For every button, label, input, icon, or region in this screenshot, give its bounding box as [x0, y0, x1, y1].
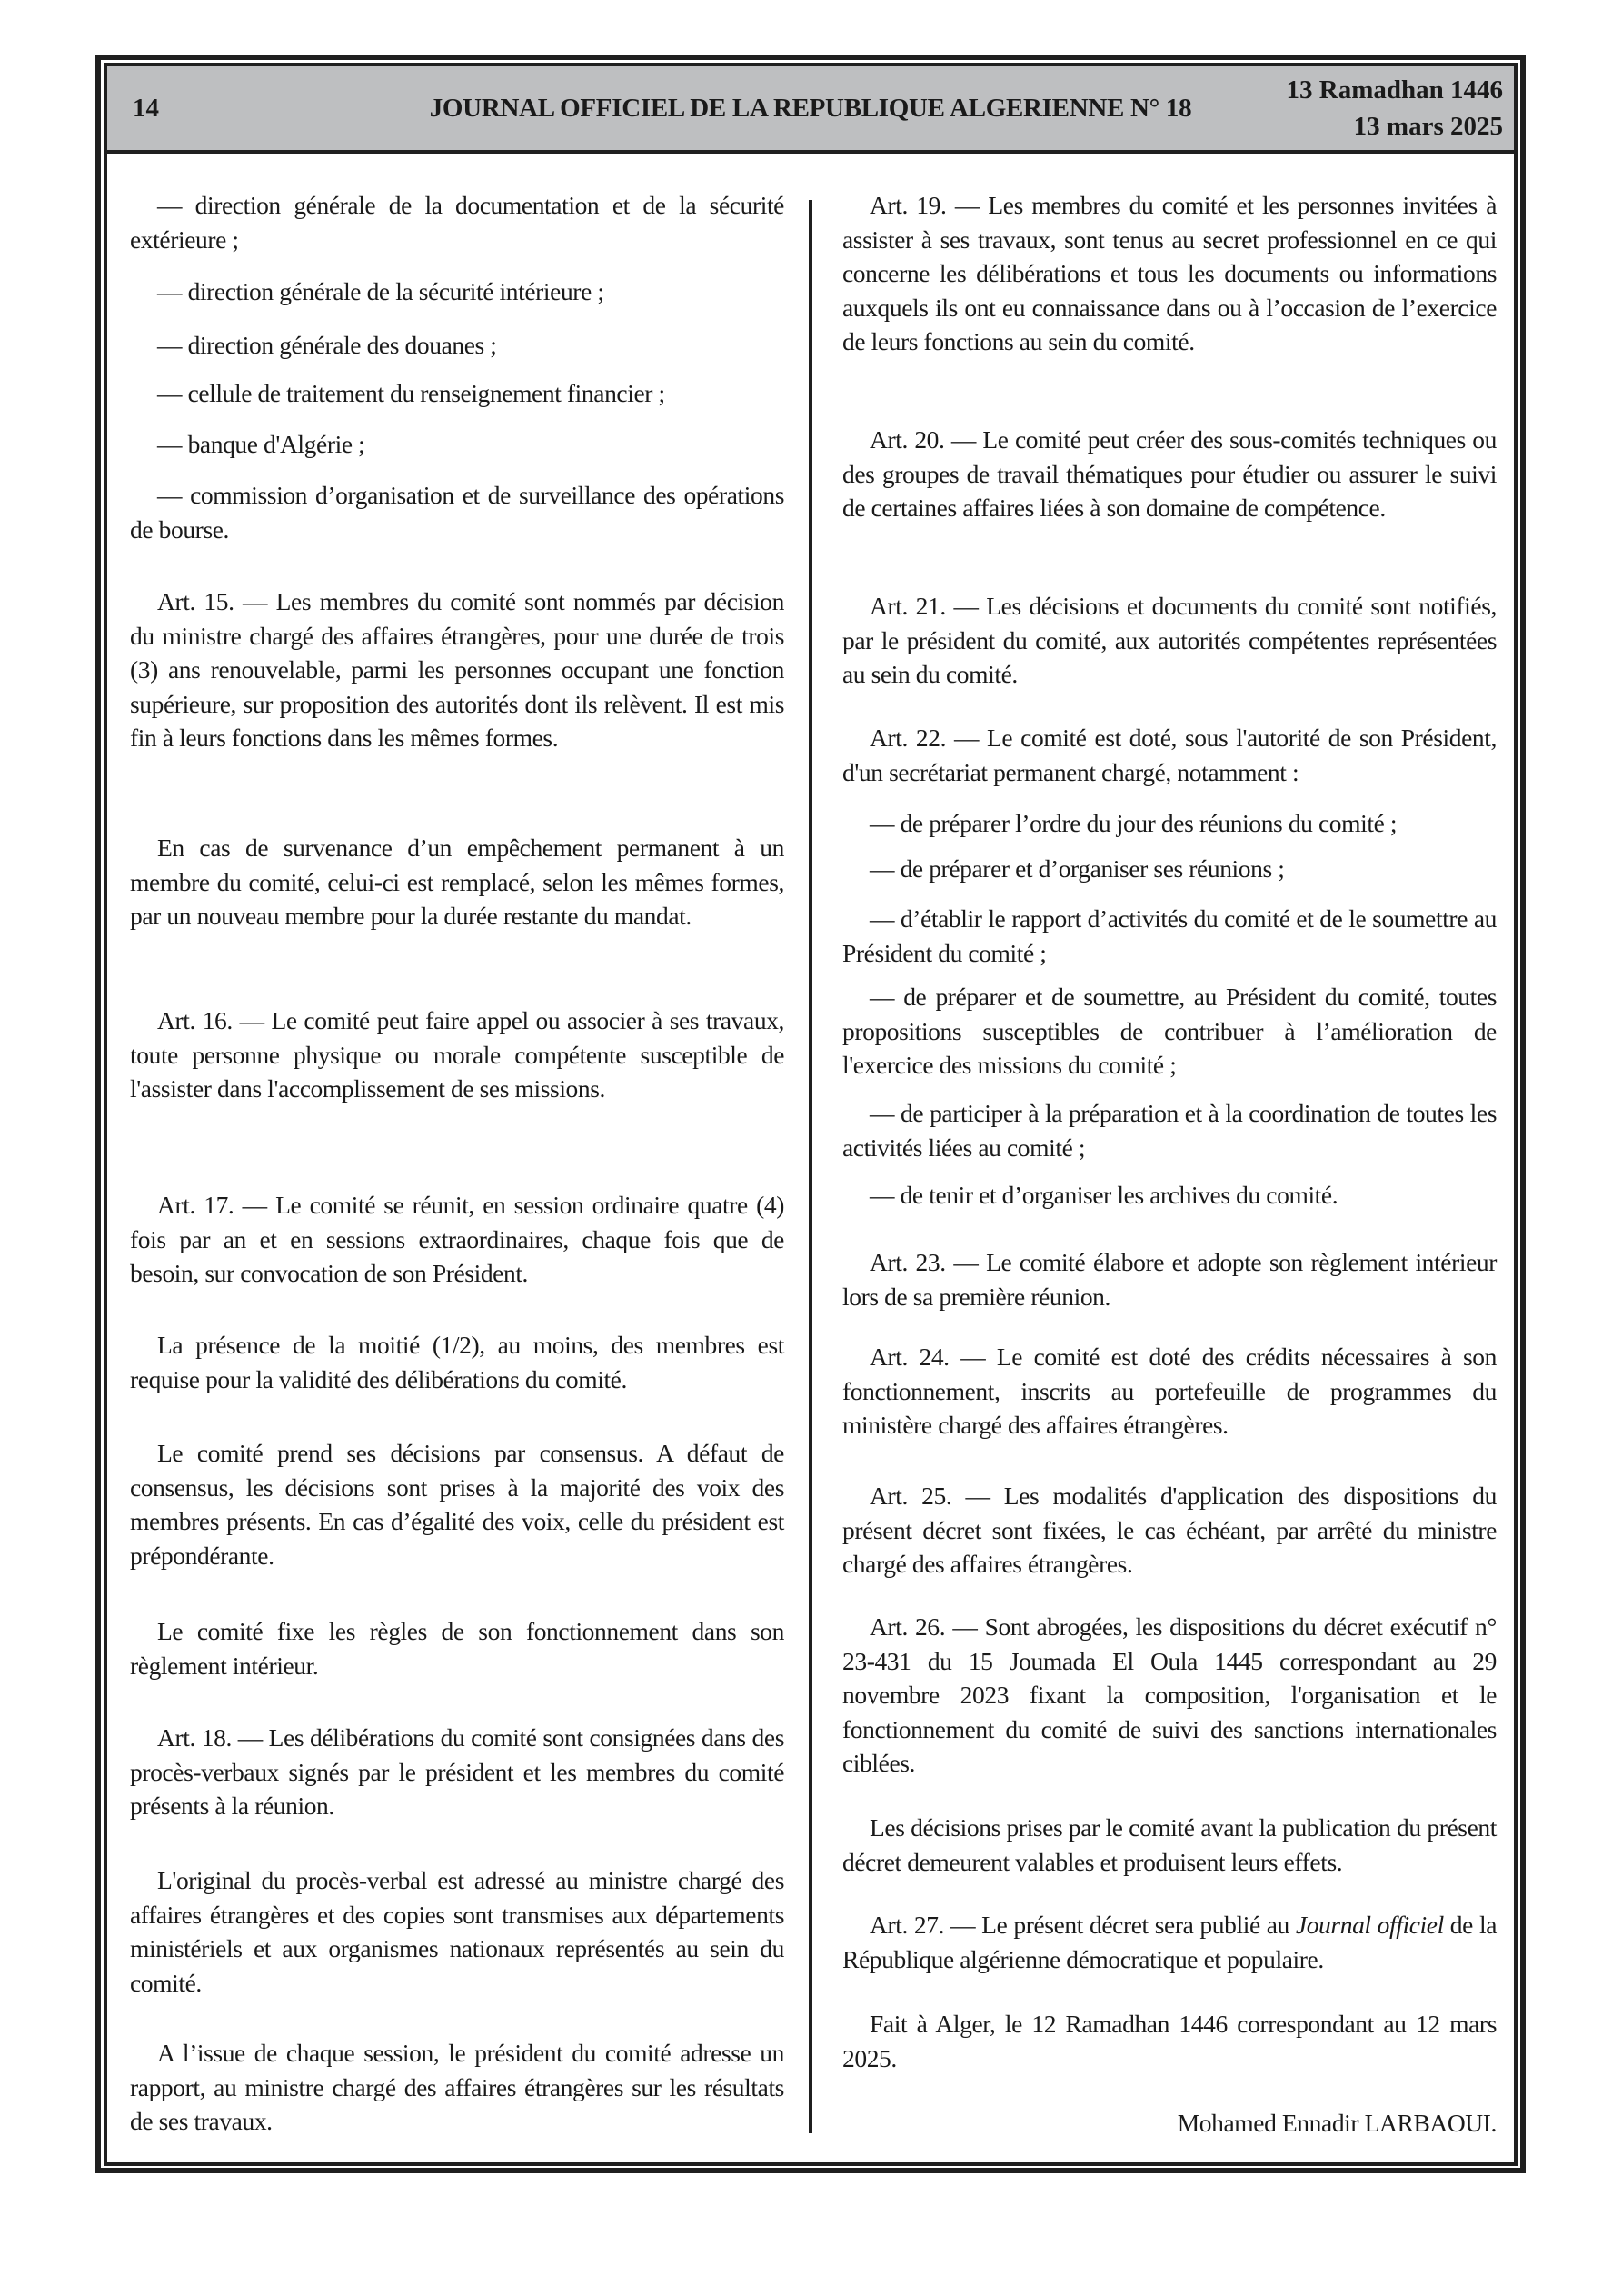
signature: Mohamed Ennadir LARBAOUI.	[1177, 2109, 1497, 2137]
paragraph: A l’issue de chaque session, le président du comité adresse un rapport, au ministre chargé des affaires étrangères sur les résultats de ses travaux.	[130, 2039, 784, 2135]
date-hijri: 13 Ramadhan 1446	[1286, 75, 1503, 105]
paragraph: Art. 21. — Les décisions et documents du comité sont notifiés, par le président du comité, aux autorités compétentes représentées au sein du comité.	[842, 592, 1497, 688]
paragraph: Art. 22. — Le comité est doté, sous l'autorité de son Président, d'un secrétariat permanent chargé, notamment :	[842, 724, 1497, 786]
journal-name-italic: Journal officiel	[1295, 1911, 1444, 1939]
paragraph: Art. 16. — Le comité peut faire appel ou associer à ses travaux, toute personne physique ou morale compétente susceptible de l'assister dans l'accomplissement de ses missions.	[130, 1006, 784, 1103]
paragraph: Art. 20. — Le comité peut créer des sous-comités techniques ou des groupes de travail thématiques pour étudier ou assurer le suivi de certaines affaires liées à son domaine de compétence.	[842, 425, 1497, 522]
paragraph: En cas de survenance d’un empêchement permanent à un membre du comité, celui-ci est remplacé, selon les mêmes formes, par un nouveau membre pour la durée restante du mandat.	[130, 834, 784, 930]
paragraph-text: de la République algérienne démocratique et populaire.	[842, 1911, 1498, 1973]
paragraph: L'original du procès-verbal est adressé au ministre chargé des affaires étrangères et des copies sont transmises aux départements ministériels et aux organismes nationaux représentés au sein du comité.	[130, 1866, 784, 1997]
page-number: 14	[133, 94, 159, 123]
date-gregorian: 13 mars 2025	[1353, 112, 1503, 141]
paragraph: Art. 24. — Le comité est doté des crédits nécessaires à son fonctionnement, inscrits au portefeuille de programmes du ministère chargé des affaires étrangères.	[842, 1343, 1497, 1439]
paragraph: Art. 23. — Le comité élabore et adopte son règlement intérieur lors de sa première réunion.	[842, 1248, 1497, 1311]
paragraph: Art. 17. — Le comité se réunit, en session ordinaire quatre (4) fois par an et en sessions extraordinaires, chaque fois que de besoin, sur convocation de son Président.	[130, 1191, 784, 1287]
paragraph	[842, 1908, 1497, 1976]
paragraph: Le comité prend ses décisions par consensus. A défaut de consensus, les décisions sont prises à la majorité des voix des membres présents. En cas d’égalité des voix, celle du président est prépondérante.	[130, 1439, 784, 1570]
paragraph-text: Art. 27. — Le présent décret sera publié au	[870, 1911, 1296, 1939]
paragraph: — de préparer et d’organiser ses réunions ;	[870, 854, 1285, 883]
paragraph: Art. 19. — Les membres du comité et les personnes invitées à assister à ses travaux, sont tenus au secret professionnel en ce qui concerne les délibérations et tous les documents ou informations auxquels ils ont eu connaissance dans ou à l’occasion de l’exercice de leurs fonctions au sein du comité.	[842, 191, 1497, 355]
paragraph: Art. 15. — Les membres du comité sont nommés par décision du ministre chargé des affaires étrangères, pour une durée de trois (3) ans renouvelable, parmi les personnes occupant une fonction supérieure, sur proposition des autorités dont ils relèvent. Il est mis fin à leurs fonctions dans les mêmes formes.	[130, 587, 784, 752]
paragraph: Art. 18. — Les délibérations du comité sont consignées dans des procès-verbaux signés par le président et les membres du comité présents à la réunion.	[130, 1723, 784, 1820]
paragraph: — banque d'Algérie ;	[157, 430, 365, 458]
paragraph: — de préparer l’ordre du jour des réunions du comité ;	[870, 809, 1398, 837]
paragraph: Les décisions prises par le comité avant la publication du présent décret demeurent valables et produisent leurs effets.	[842, 1813, 1497, 1876]
paragraph: — direction générale des douanes ;	[157, 331, 497, 359]
column-divider	[809, 200, 812, 2133]
paragraph: Art. 25. — Les modalités d'application des dispositions du présent décret sont fixées, le cas échéant, par arrêté du ministre chargé des affaires étrangères.	[842, 1482, 1497, 1578]
paragraph: Fait à Alger, le 12 Ramadhan 1446 correspondant au 12 mars 2025.	[842, 2010, 1497, 2072]
paragraph: Le comité fixe les règles de son fonctionnement dans son règlement intérieur.	[130, 1617, 784, 1680]
paragraph: — de préparer et de soumettre, au Président du comité, toutes propositions susceptibles de contribuer à l’amélioration de l'exercice des missions du comité ;	[842, 983, 1497, 1079]
paragraph: — direction générale de la sécurité intérieure ;	[157, 277, 604, 305]
journal-title: JOURNAL OFFICIEL DE LA REPUBLIQUE ALGERIENNE N° 18	[429, 94, 1192, 123]
paragraph: La présence de la moitié (1/2), au moins, des membres est requise pour la validité des délibérations du comité.	[130, 1331, 784, 1393]
paragraph: — d’établir le rapport d’activités du comité et de le soumettre au Président du comité ;	[842, 904, 1497, 967]
paragraph: — direction générale de la documentation et de la sécurité extérieure ;	[130, 191, 784, 254]
paragraph: — de tenir et d’organiser les archives du comité.	[870, 1181, 1338, 1209]
journal-header	[107, 66, 1514, 154]
paragraph: — de participer à la préparation et à la coordination de toutes les activités liées au comité ;	[842, 1099, 1497, 1162]
paragraph: — cellule de traitement du renseignement financier ;	[157, 379, 665, 407]
header-dates	[1287, 72, 1504, 145]
paragraph: Art. 26. — Sont abrogées, les dispositions du décret exécutif n° 23-431 du 15 Joumada El Oula 1445 correspondant au 29 novembre 2023 fixant la composition, l'organisation et le fonctionnement du comité de suivi des sanctions internationales ciblées.	[842, 1612, 1497, 1777]
paragraph: — commission d’organisation et de surveillance des opérations de bourse.	[130, 481, 784, 544]
